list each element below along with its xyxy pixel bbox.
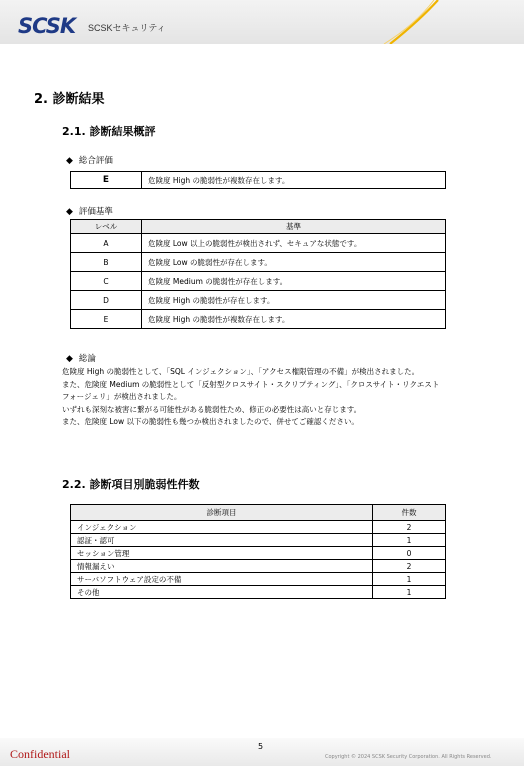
criteria-cell: 危険度 High の脆弱性が存在します。 bbox=[142, 291, 446, 310]
table-row bbox=[71, 534, 446, 547]
company-name: SCSKセキュリティ bbox=[88, 23, 166, 33]
diamond-bullet-icon: ◆ bbox=[66, 354, 73, 364]
table-row bbox=[71, 586, 446, 599]
page-header bbox=[0, 0, 524, 44]
level-cell: A bbox=[71, 234, 142, 253]
table-row bbox=[71, 253, 446, 272]
table-row bbox=[71, 547, 446, 560]
item-cell: その他 bbox=[71, 586, 373, 599]
confidential-label: Confidential bbox=[10, 747, 70, 761]
level-cell: E bbox=[71, 310, 142, 329]
item-cell: セッション管理 bbox=[71, 547, 373, 560]
count-cell: 2 bbox=[373, 560, 446, 573]
summary-heading: ◆ 総論 bbox=[66, 354, 96, 364]
column-header-criteria: 基準 bbox=[142, 220, 446, 234]
criteria-heading: ◆ 評価基準 bbox=[66, 207, 113, 217]
overall-heading: ◆ 総合評価 bbox=[66, 156, 113, 166]
count-cell: 0 bbox=[373, 547, 446, 560]
subsection-title-summary: 2.1. 診断結果概評 bbox=[62, 125, 156, 138]
item-cell: 認証・認可 bbox=[71, 534, 373, 547]
subsection-title-counts: 2.2. 診断項目別脆弱性件数 bbox=[62, 478, 200, 491]
count-cell: 1 bbox=[373, 573, 446, 586]
count-cell: 1 bbox=[373, 534, 446, 547]
summary-paragraph: また、危険度 Medium の脆弱性として「反射型クロスサイト・スクリプティング」、「クロスサイト・リクエストフォージェリ」が検出されました。 bbox=[62, 379, 440, 401]
overall-grade-table bbox=[70, 171, 446, 189]
column-header-level: レベル bbox=[71, 220, 142, 234]
column-header-item: 診断項目 bbox=[71, 505, 373, 521]
item-cell: 情報漏えい bbox=[71, 560, 373, 573]
table-row bbox=[71, 521, 446, 534]
vulnerability-count-table bbox=[70, 504, 446, 599]
count-cell: 1 bbox=[373, 586, 446, 599]
company-logo: SCSK bbox=[18, 14, 76, 38]
count-cell: 2 bbox=[373, 521, 446, 534]
criteria-cell: 危険度 Medium の脆弱性が存在します。 bbox=[142, 272, 446, 291]
table-header-row bbox=[71, 220, 446, 234]
summary-paragraph: また、危険度 Low 以下の脆弱性も幾つか検出されましたので、併せてご確認ください。 bbox=[62, 417, 359, 426]
copyright-notice: Copyright © 2024 SCSK Security Corporation. All Rights Reserved. bbox=[325, 754, 492, 760]
table-row bbox=[71, 234, 446, 253]
level-cell: D bbox=[71, 291, 142, 310]
table-row bbox=[71, 560, 446, 573]
table-row bbox=[71, 310, 446, 329]
diamond-bullet-icon: ◆ bbox=[66, 207, 73, 217]
page-number: 5 bbox=[258, 742, 264, 751]
table-header-row bbox=[71, 505, 446, 521]
diamond-bullet-icon: ◆ bbox=[66, 156, 73, 166]
overall-grade: E bbox=[71, 172, 142, 189]
criteria-cell: 危険度 Low の脆弱性が存在します。 bbox=[142, 253, 446, 272]
table-row bbox=[71, 573, 446, 586]
section-title: 2. 診断結果 bbox=[34, 92, 105, 107]
summary-paragraph: 危険度 High の脆弱性として、「SQL インジェクション」、「アクセス権限管理の不備」が検出されました。 bbox=[62, 367, 420, 376]
level-cell: C bbox=[71, 272, 142, 291]
header-swoosh-decoration bbox=[380, 0, 460, 44]
level-cell: B bbox=[71, 253, 142, 272]
table-row bbox=[71, 291, 446, 310]
overall-grade-text: 危険度 High の脆弱性が複数存在します。 bbox=[142, 172, 446, 189]
summary-paragraph: いずれも深刻な被害に繋がる可能性がある脆弱性ため、修正の必要性は高いと存じます。 bbox=[62, 404, 362, 414]
criteria-cell: 危険度 High の脆弱性が複数存在します。 bbox=[142, 310, 446, 329]
item-cell: インジェクション bbox=[71, 521, 373, 534]
criteria-table bbox=[70, 219, 446, 329]
summary-text bbox=[62, 366, 446, 429]
table-row bbox=[71, 272, 446, 291]
table-row bbox=[71, 172, 446, 189]
column-header-count: 件数 bbox=[373, 505, 446, 521]
item-cell: サーバソフトウェア設定の不備 bbox=[71, 573, 373, 586]
criteria-cell: 危険度 Low 以上の脆弱性が検出されず、セキュアな状態です。 bbox=[142, 234, 446, 253]
